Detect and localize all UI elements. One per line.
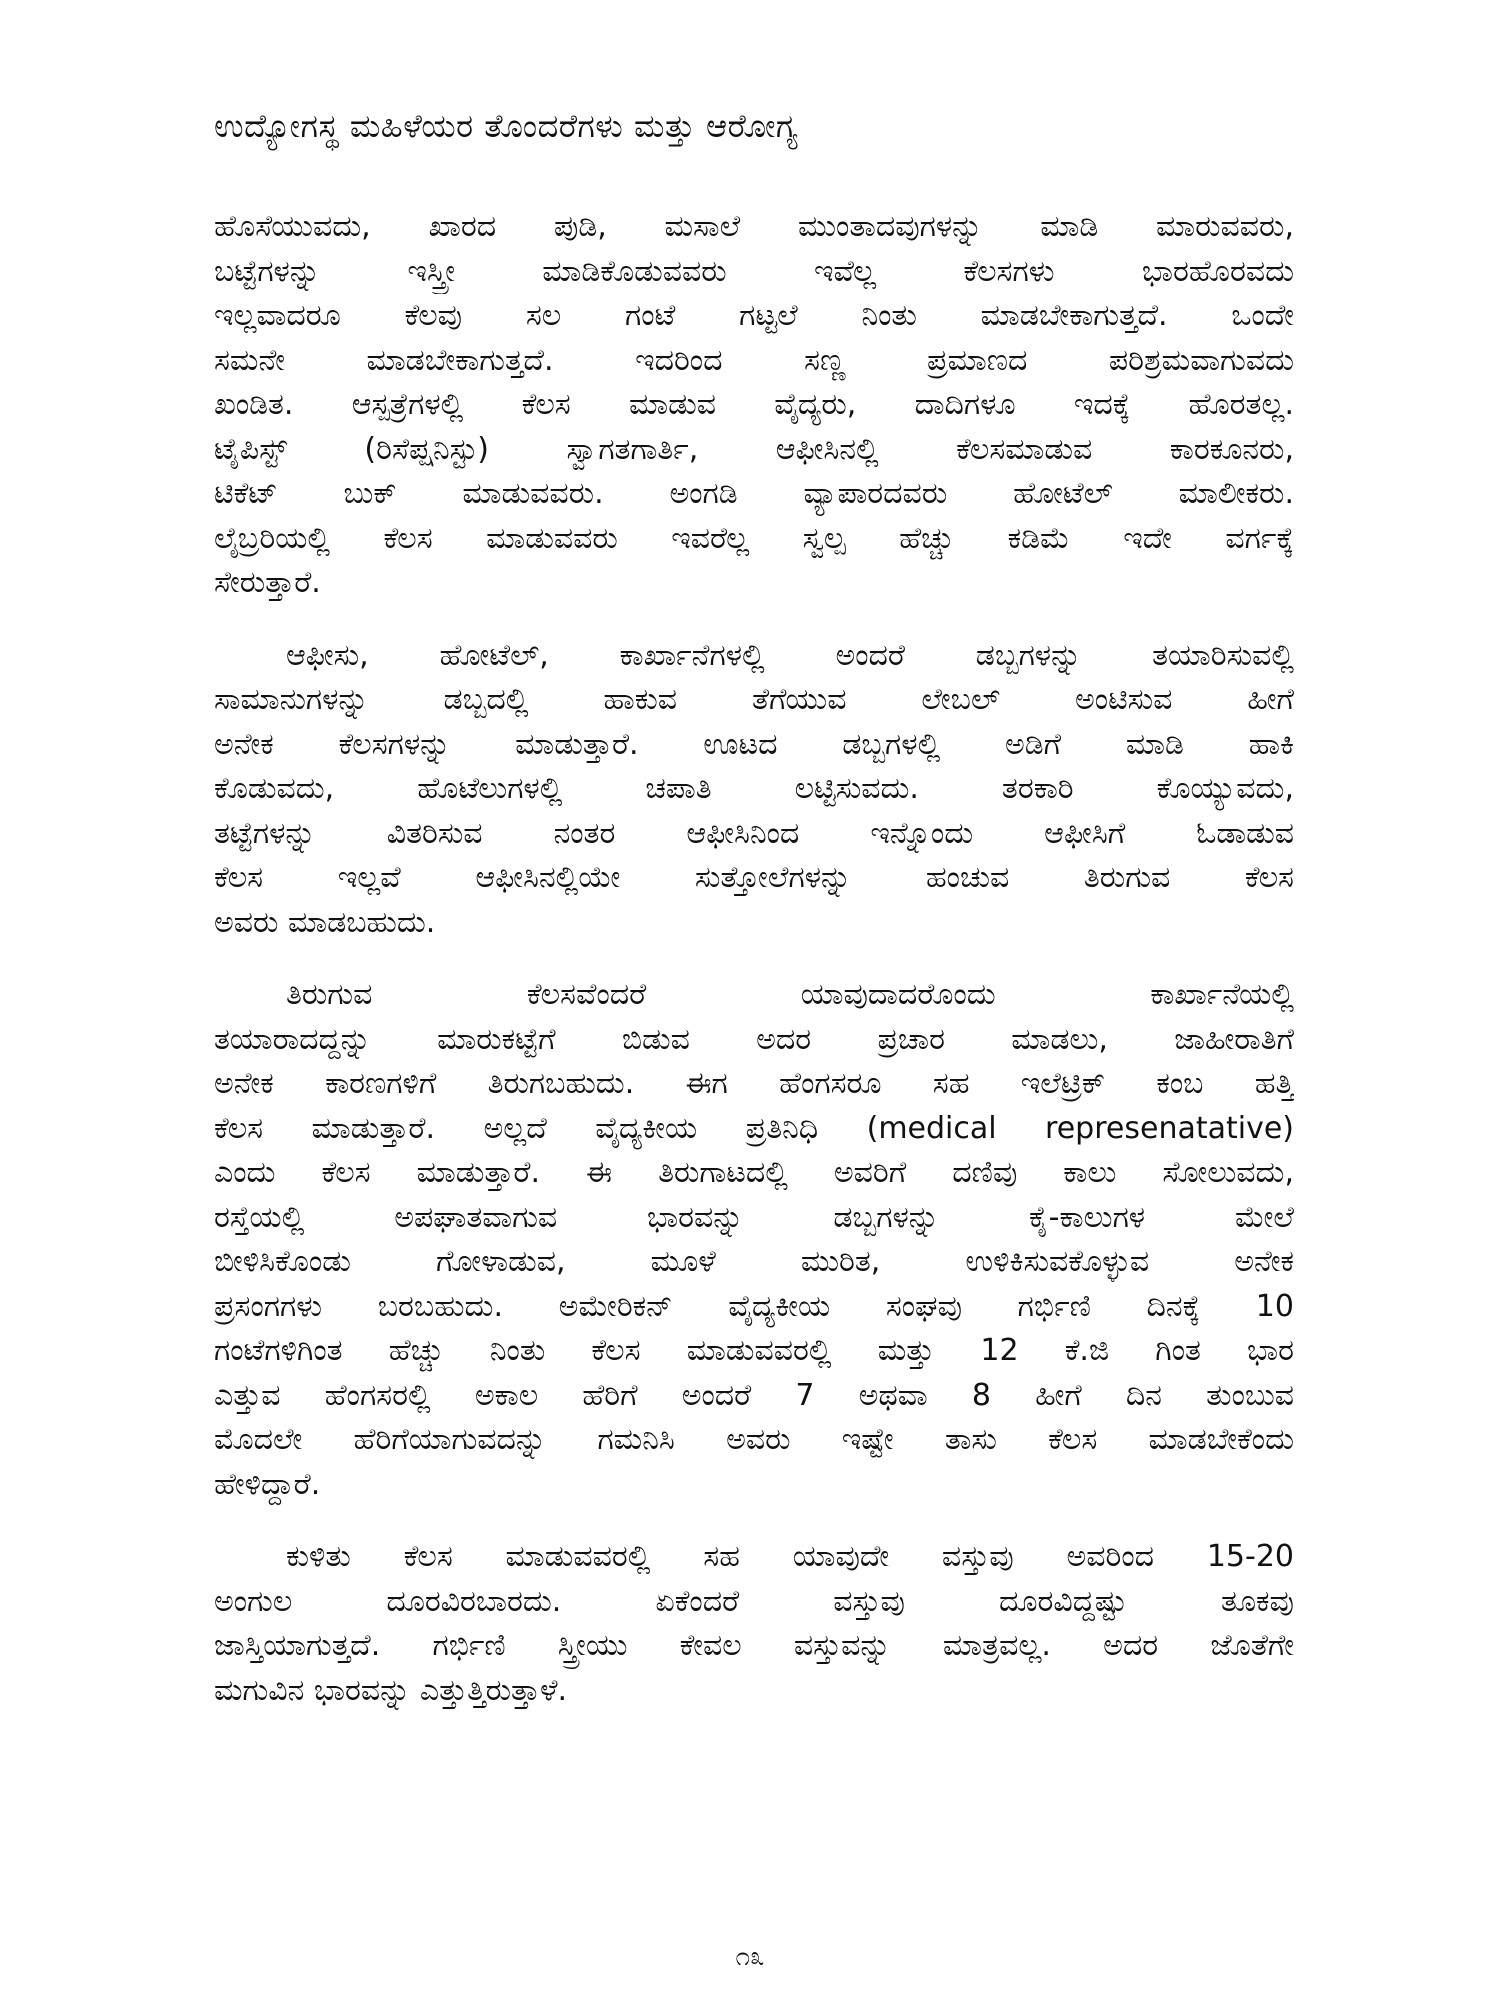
- text-line: ಜಾಸ್ತಿಯಾಗುತ್ತದೆ. ಗರ್ಭಿಣಿ ಸ್ತ್ರೀಯು ಕೇವಲ ವಸ್ತುವನ್ನು ಮಾತ್ರವಲ್ಲ. ಅದರ ಜೊತೆಗೇ: [214, 1628, 1294, 1663]
- text-line: ಹೇಳಿದ್ದಾರೆ.: [214, 1466, 321, 1502]
- text-line: ಮೊದಲೇ ಹೆರಿಗೆಯಾಗುವದನ್ನು ಗಮನಿಸಿ ಅವರು ಇಷ್ಟೇ ತಾಸು ಕೆಲಸ ಮಾಡಬೇಕೆಂದು: [214, 1422, 1294, 1457]
- text-line: ತಿರುಗುವ ಕೆಲಸವೆಂದರೆ ಯಾವುದಾದರೊಂದು ಕಾರ್ಖಾನೆಯಲ್ಲಿ: [286, 977, 1294, 1012]
- text-line: ರಸ್ತೆಯಲ್ಲಿ ಅಪಘಾತವಾಗುವ ಭಾರವನ್ನು ಡಬ್ಬಗಳನ್ನು ಕೈ-ಕಾಲುಗಳ ಮೇಲೆ: [214, 1199, 1294, 1235]
- text-line: ಅನೇಕ ಕಾರಣಗಳಿಗೆ ತಿರುಗಬಹುದು. ಈಗ ಹೆಂಗಸರೂ ಸಹ ಇಲೆಟ್ರಿಕ್ ಕಂಬ ಹತ್ತಿ: [214, 1066, 1294, 1101]
- text-line: ಕುಳಿತು ಕೆಲಸ ಮಾಡುವವರಲ್ಲಿ ಸಹ ಯಾವುದೇ ವಸ್ತುವು ಅವರಿಂದ 15-20: [286, 1539, 1294, 1574]
- paragraph-3: [214, 973, 1294, 1507]
- text-line: ಬೀಳಿಸಿಕೊಂಡು ಗೋಳಾಡುವ, ಮೂಳೆ ಮುರಿತ, ಉಳಿಕಿಸುವಕೊಳ್ಳುವ ಅನೇಕ: [214, 1244, 1294, 1279]
- text-line: ಅಂಗುಲ ದೂರವಿರಬಾರದು. ಏಕೆಂದರೆ ವಸ್ತುವು ದೂರವಿದ್ದಷ್ಟು ತೂಕವು: [214, 1583, 1294, 1619]
- text-line: ಹೊಸೆಯುವದು, ಖಾರದ ಪುಡಿ, ಮಸಾಲೆ ಮುಂತಾದವುಗಳನ್ನು ಮಾಡಿ ಮಾರುವವರು,: [214, 209, 1294, 244]
- text-line: ಕೊಡುವದು, ಹೊಟೆಲುಗಳಲ್ಲಿ ಚಪಾತಿ ಲಟ್ಟಿಸುವದು. ತರಕಾರಿ ಕೊಯ್ಯುವದು,: [214, 771, 1294, 806]
- paragraph-1: [214, 205, 1294, 606]
- text-line: ಸಮನೇ ಮಾಡಬೇಕಾಗುತ್ತದೆ. ಇದರಿಂದ ಸಣ್ಣ ಪ್ರಮಾಣದ ಪರಿಶ್ರಮವಾಗುವದು: [214, 342, 1294, 378]
- text-line: ಬಟ್ಟೆಗಳನ್ನು ಇಸ್ತ್ರೀ ಮಾಡಿಕೊಡುವವರು ಇವೆಲ್ಲ ಕೆಲಸಗಳು ಭಾರಹೊರವದು: [214, 253, 1294, 289]
- text-line: ಟಿಕೆಟ್ ಬುಕ್ ಮಾಡುವವರು. ಅಂಗಡಿ ವ್ಯಾಪಾರದವರು ಹೋಟೆಲ್ ಮಾಲೀಕರು.: [214, 476, 1294, 511]
- text-line: ಅವರು ಮಾಡಬಹುದು.: [214, 904, 436, 940]
- text-line: ಖಂಡಿತ. ಆಸ್ಪತ್ರೆಗಳಲ್ಲಿ ಕೆಲಸ ಮಾಡುವ ವೈದ್ಯರು, ದಾದಿಗಳೂ ಇದಕ್ಕೆ ಹೊರತಲ್ಲ.: [214, 387, 1294, 422]
- text-line: ಎಂದು ಕೆಲಸ ಮಾಡುತ್ತಾರೆ. ಈ ತಿರುಗಾಟದಲ್ಲಿ ಅವರಿಗೆ ದಣಿವು ಕಾಲು ಸೋಲುವದು,: [214, 1155, 1294, 1190]
- text-line: ಆಫೀಸು, ಹೋಟೆಲ್, ಕಾರ್ಖಾನೆಗಳಲ್ಲಿ ಅಂದರೆ ಡಬ್ಬಗಳನ್ನು ತಯಾರಿಸುವಲ್ಲಿ: [286, 637, 1294, 673]
- text-line: ತಯಾರಾದದ್ದನ್ನು ಮಾರುಕಟ್ಟೆಗೆ ಬಿಡುವ ಅದರ ಪ್ರಚಾರ ಮಾಡಲು, ಜಾಹೀರಾತಿಗೆ: [214, 1021, 1294, 1057]
- text-line: ಕೆಲಸ ಮಾಡುತ್ತಾರೆ. ಅಲ್ಲದೆ ವೈದ್ಯಕೀಯ ಪ್ರತಿನಿಧಿ (medical represenatative): [214, 1110, 1294, 1146]
- running-header: ಉದ್ಯೋಗಸ್ಥ ಮಹಿಳೆಯರ ತೊಂದರೆಗಳು ಮತ್ತು ಆರೋಗ್ಯ: [214, 107, 799, 145]
- paragraph-2: [214, 634, 1294, 946]
- text-line: ಟೈಪಿಸ್ಟ್ (ರಿಸೆಪ್ಷನಿಸ್ಟು) ಸ್ವಾಗತಗಾರ್ತಿ, ಆಫೀಸಿನಲ್ಲಿ ಕೆಲಸಮಾಡುವ ಕಾರಕೂನರು,: [214, 431, 1294, 467]
- text-line: ಸೇರುತ್ತಾರೆ.: [214, 565, 321, 600]
- paragraph-4: [214, 1535, 1294, 1713]
- text-line: ಇಲ್ಲವಾದರೂ ಕೆಲವು ಸಲ ಗಂಟೆ ಗಟ್ಟಲೆ ನಿಂತು ಮಾಡಬೇಕಾಗುತ್ತದೆ. ಒಂದೇ: [214, 298, 1294, 333]
- text-line: ಅನೇಕ ಕೆಲಸಗಳನ್ನು ಮಾಡುತ್ತಾರೆ. ಊಟದ ಡಬ್ಬಗಳಲ್ಲಿ ಅಡಿಗೆ ಮಾಡಿ ಹಾಕಿ: [214, 726, 1294, 762]
- text-line: ಲೈಬ್ರರಿಯಲ್ಲಿ ಕೆಲಸ ಮಾಡುವವರು ಇವರೆಲ್ಲ ಸ್ವಲ್ಪ ಹೆಚ್ಚು ಕಡಿಮೆ ಇದೇ ವರ್ಗಕ್ಕೆ: [214, 520, 1294, 556]
- text-line: ಕೆಲಸ ಇಲ್ಲವೆ ಆಫೀಸಿನಲ್ಲಿಯೇ ಸುತ್ತೋಲೆಗಳನ್ನು ಹಂಚುವ ತಿರುಗುವ ಕೆಲಸ: [214, 860, 1294, 895]
- page-number: ೧೩: [735, 1942, 765, 1972]
- text-line: ಸಾಮಾನುಗಳನ್ನು ಡಬ್ಬದಲ್ಲಿ ಹಾಕುವ ತೆಗೆಯುವ ಲೇಬಲ್ ಅಂಟಿಸುವ ಹೀಗೆ: [214, 682, 1294, 717]
- text-line: ಗಂಟೆಗಳಿಗಿಂತ ಹೆಚ್ಚು ನಿಂತು ಕೆಲಸ ಮಾಡುವವರಲ್ಲಿ ಮತ್ತು 12 ಕೆ.ಜಿ ಗಿಂತ ಭಾರ: [214, 1333, 1294, 1368]
- text-line: ಪ್ರಸಂಗಗಳು ಬರಬಹುದು. ಅಮೇರಿಕನ್ ವೈದ್ಯಕೀಯ ಸಂಘವು ಗರ್ಭಿಣಿ ದಿನಕ್ಕೆ 10: [214, 1288, 1294, 1324]
- text-line: ಮಗುವಿನ ಭಾರವನ್ನು ಎತ್ತುತ್ತಿರುತ್ತಾಳೆ.: [214, 1672, 568, 1708]
- text-line: ಎತ್ತುವ ಹೆಂಗಸರಲ್ಲಿ ಅಕಾಲ ಹೆರಿಗೆ ಅಂದರೆ 7 ಅಥವಾ 8 ಹೀಗೆ ದಿನ ತುಂಬುವ: [214, 1377, 1294, 1413]
- text-line: ತಟ್ಟೆಗಳನ್ನು ವಿತರಿಸುವ ನಂತರ ಆಫೀಸಿನಿಂದ ಇನ್ನೊಂದು ಆಫೀಸಿಗೆ ಓಡಾಡುವ: [214, 815, 1294, 851]
- body-text: [214, 205, 1294, 1713]
